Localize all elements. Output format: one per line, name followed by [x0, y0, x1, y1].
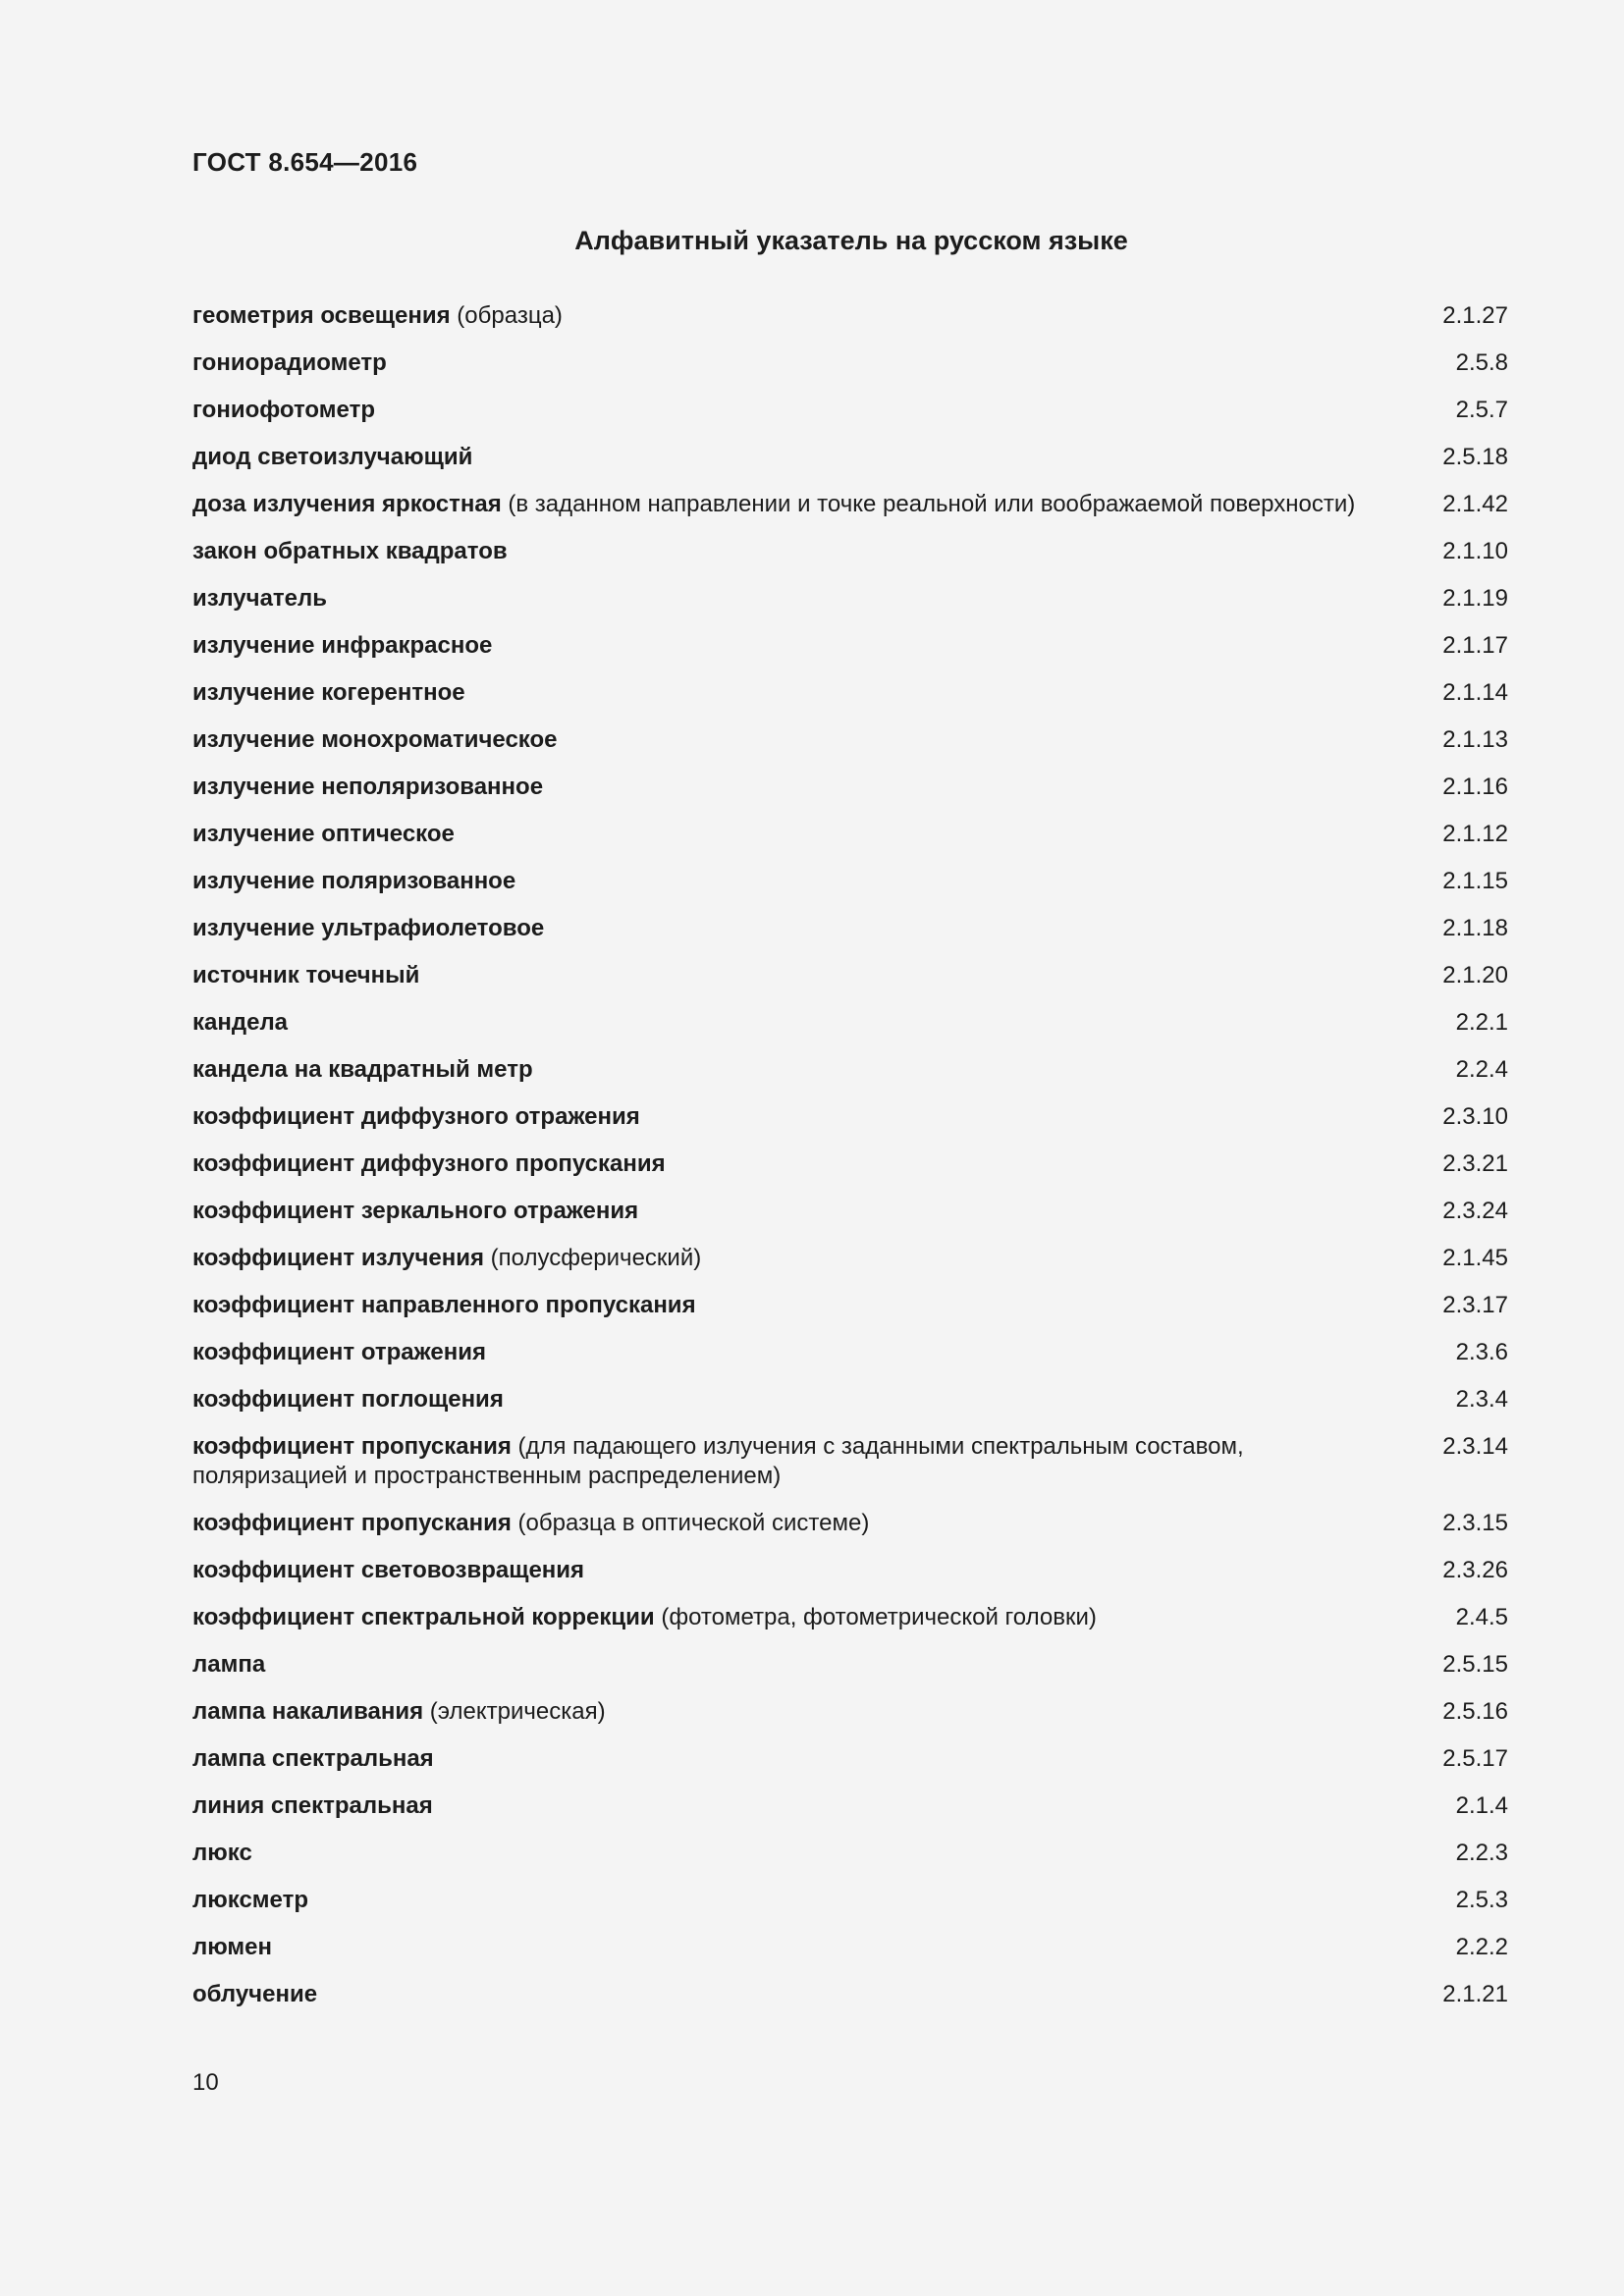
index-entry [192, 1839, 1508, 1886]
entry-term: излучение когерентное [192, 679, 465, 706]
index-entry [192, 773, 1508, 820]
index-entry [192, 1556, 1508, 1603]
entry-term: гониорадиометр [192, 349, 387, 376]
entry-term: коэффициент спектральной коррекции [192, 1604, 655, 1630]
entry-section-number: 2.5.3 [1455, 1887, 1508, 1913]
entry-term: излучатель [192, 585, 328, 612]
entry-section-number: 2.1.10 [1442, 538, 1508, 564]
entry-text [192, 1650, 1390, 1680]
index-entry [192, 867, 1508, 914]
entry-term: доза излучения яркостная [192, 491, 502, 517]
entry-text [192, 1055, 1390, 1085]
entry-section-number: 2.1.21 [1442, 1981, 1508, 2007]
index-entry [192, 301, 1508, 348]
index-entry [192, 1338, 1508, 1385]
entry-text [192, 301, 1390, 331]
entry-section-number: 2.5.18 [1442, 444, 1508, 470]
entry-text [192, 1244, 1390, 1273]
entry-text [192, 1432, 1390, 1491]
entry-section-number: 2.5.15 [1442, 1651, 1508, 1678]
entry-section-number: 2.4.5 [1455, 1604, 1508, 1630]
entry-term: люксметр [192, 1887, 308, 1913]
index-entry [192, 1008, 1508, 1055]
entry-section-number: 2.1.13 [1442, 726, 1508, 753]
entry-section-number: 2.1.14 [1442, 679, 1508, 706]
entry-section-number: 2.3.17 [1442, 1292, 1508, 1318]
entry-section-number: 2.1.42 [1442, 491, 1508, 517]
index-title: Алфавитный указатель на русском языке [574, 226, 1128, 255]
entry-section-number: 2.1.20 [1442, 962, 1508, 988]
entry-text [192, 1509, 1390, 1538]
entry-text [192, 773, 1390, 802]
entry-term: коэффициент отражения [192, 1339, 486, 1365]
entry-text [192, 725, 1390, 755]
index-entry [192, 914, 1508, 961]
entry-term: излучение оптическое [192, 821, 455, 847]
entry-text [192, 1008, 1390, 1038]
entry-text [192, 443, 1390, 472]
entry-text [192, 348, 1390, 378]
entry-text [192, 1791, 1390, 1821]
entry-section-number: 2.3.14 [1442, 1433, 1508, 1460]
index-entry [192, 1385, 1508, 1432]
entry-text [192, 396, 1390, 425]
index-entry [192, 443, 1508, 490]
entry-text [192, 537, 1390, 566]
entry-term: диод светоизлучающий [192, 444, 473, 470]
index-entry [192, 1291, 1508, 1338]
entry-text [192, 1556, 1390, 1585]
index-entry [192, 678, 1508, 725]
entry-section-number: 2.2.1 [1455, 1009, 1508, 1036]
index-entry [192, 1603, 1508, 1650]
entry-term: коэффициент излучения [192, 1245, 484, 1271]
entry-term: геометрия освещения [192, 302, 451, 329]
entry-section-number: 2.3.10 [1442, 1103, 1508, 1130]
entry-section-number: 2.1.16 [1442, 774, 1508, 800]
entry-text [192, 1603, 1390, 1632]
entry-section-number: 2.5.16 [1442, 1698, 1508, 1725]
entry-section-number: 2.2.2 [1455, 1934, 1508, 1960]
index-entry [192, 490, 1508, 537]
entry-term: источник точечный [192, 962, 420, 988]
entry-text [192, 584, 1390, 614]
entry-text [192, 820, 1390, 849]
entry-section-number: 2.5.7 [1455, 397, 1508, 423]
entry-term: излучение поляризованное [192, 868, 516, 894]
entry-section-number: 2.1.18 [1442, 915, 1508, 941]
entry-term: коэффициент световозвращения [192, 1557, 585, 1583]
index-entry [192, 537, 1508, 584]
entry-text [192, 1933, 1390, 1962]
document-header: ГОСТ 8.654—2016 [192, 147, 418, 177]
entry-text [192, 1697, 1390, 1727]
entry-text [192, 1980, 1390, 2009]
entry-section-number: 2.1.4 [1455, 1792, 1508, 1819]
entry-term: коэффициент диффузного пропускания [192, 1150, 666, 1177]
entry-term: облучение [192, 1981, 318, 2007]
index-entry [192, 396, 1508, 443]
entry-text [192, 490, 1390, 519]
index-entry [192, 1886, 1508, 1933]
entry-qualifier: (электрическая) [423, 1698, 606, 1725]
entry-text [192, 1291, 1390, 1320]
entry-text [192, 914, 1390, 943]
entry-section-number: 2.1.27 [1442, 302, 1508, 329]
entry-qualifier: (в заданном направлении и точке реальной или воображаемой поверхности) [501, 491, 1356, 517]
index-entry [192, 1055, 1508, 1102]
entry-text [192, 961, 1390, 990]
entry-section-number: 2.1.15 [1442, 868, 1508, 894]
entry-term: люкс [192, 1840, 252, 1866]
page-number: 10 [192, 2069, 219, 2096]
entry-section-number: 2.2.4 [1455, 1056, 1508, 1083]
entry-section-number: 2.3.24 [1442, 1198, 1508, 1224]
entry-section-number: 2.1.19 [1442, 585, 1508, 612]
entry-text [192, 1197, 1390, 1226]
index-entry [192, 725, 1508, 773]
entry-term: линия спектральная [192, 1792, 433, 1819]
entry-section-number: 2.3.26 [1442, 1557, 1508, 1583]
entry-term: закон обратных квадратов [192, 538, 508, 564]
entry-text [192, 678, 1390, 708]
entry-term: коэффициент пропускания [192, 1433, 512, 1460]
entry-term: лампа спектральная [192, 1745, 434, 1772]
entry-term: коэффициент поглощения [192, 1386, 504, 1413]
index-entry [192, 961, 1508, 1008]
index-entry [192, 348, 1508, 396]
entry-section-number: 2.3.4 [1455, 1386, 1508, 1413]
entry-term: лампа накаливания [192, 1698, 424, 1725]
entry-section-number: 2.3.6 [1455, 1339, 1508, 1365]
entry-term: кандела [192, 1009, 289, 1036]
entry-text [192, 1338, 1390, 1367]
index-entry [192, 1432, 1508, 1509]
entry-text [192, 1886, 1390, 1915]
entry-section-number: 2.1.45 [1442, 1245, 1508, 1271]
index-entry [192, 1791, 1508, 1839]
entry-term: коэффициент направленного пропускания [192, 1292, 696, 1318]
entry-qualifier: (образца в оптической системе) [511, 1510, 870, 1536]
index-entry [192, 1244, 1508, 1291]
entry-term: лампа [192, 1651, 266, 1678]
entry-term: излучение инфракрасное [192, 632, 493, 659]
entry-section-number: 2.5.17 [1442, 1745, 1508, 1772]
entry-term: излучение ультрафиолетовое [192, 915, 545, 941]
entry-term: кандела на квадратный метр [192, 1056, 533, 1083]
entry-text [192, 1102, 1390, 1132]
index-entry [192, 1697, 1508, 1744]
index-entry [192, 1509, 1508, 1556]
entry-term: коэффициент зеркального отражения [192, 1198, 639, 1224]
entry-term: коэффициент диффузного отражения [192, 1103, 640, 1130]
index-entry [192, 1149, 1508, 1197]
entry-term: гониофотометр [192, 397, 375, 423]
index-entries-list [192, 301, 1508, 2027]
entry-term: люмен [192, 1934, 273, 1960]
index-entry [192, 820, 1508, 867]
entry-text [192, 631, 1390, 661]
entry-text [192, 867, 1390, 896]
entry-term: излучение монохроматическое [192, 726, 558, 753]
entry-term: излучение неполяризованное [192, 774, 544, 800]
entry-section-number: 2.3.21 [1442, 1150, 1508, 1177]
entry-section-number: 2.3.15 [1442, 1510, 1508, 1536]
entry-qualifier: (полусферический) [484, 1245, 702, 1271]
index-entry [192, 1650, 1508, 1697]
entry-term: коэффициент пропускания [192, 1510, 512, 1536]
entry-text [192, 1149, 1390, 1179]
entry-qualifier: (фотометра, фотометрической головки) [654, 1604, 1097, 1630]
entry-qualifier: (образца) [450, 302, 563, 329]
index-entry [192, 1980, 1508, 2027]
index-entry [192, 584, 1508, 631]
index-entry [192, 1197, 1508, 1244]
index-entry [192, 1102, 1508, 1149]
index-entry [192, 1744, 1508, 1791]
entry-text [192, 1385, 1390, 1415]
entry-section-number: 2.1.17 [1442, 632, 1508, 659]
index-entry [192, 1933, 1508, 1980]
index-entry [192, 631, 1508, 678]
entry-section-number: 2.5.8 [1455, 349, 1508, 376]
entry-qualifier: (для падающего излучения с заданными спектральным составом, поляризацией и пространственным распределением) [192, 1433, 1244, 1489]
entry-text [192, 1839, 1390, 1868]
entry-section-number: 2.1.12 [1442, 821, 1508, 847]
entry-text [192, 1744, 1390, 1774]
entry-section-number: 2.2.3 [1455, 1840, 1508, 1866]
